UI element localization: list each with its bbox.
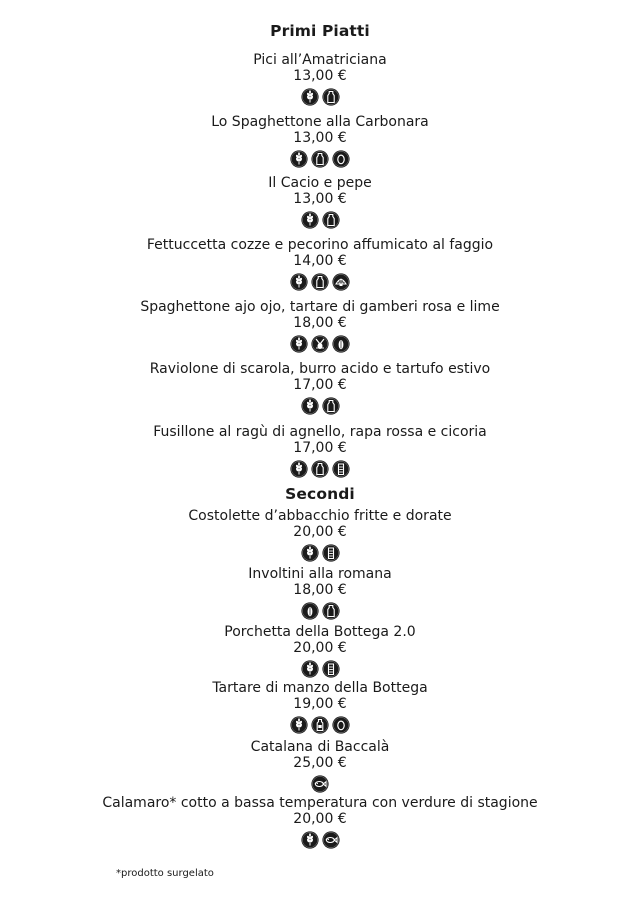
allergen-icons [0, 211, 640, 229]
menu-item [0, 624, 640, 678]
dish-name: Pici all’Amatriciana [253, 52, 387, 68]
dish-name: Fusillone al ragù di agnello, rapa rossa e cicoria [153, 424, 487, 440]
dish-price: 14,00 € [293, 253, 347, 269]
menu-item [0, 508, 640, 562]
dish-name: Calamaro* cotto a bassa temperatura con verdure di stagione [102, 795, 538, 811]
gluten-icon [290, 273, 308, 291]
fish-icon [322, 831, 340, 849]
fish-icon [311, 775, 329, 793]
allergen-icons [0, 88, 640, 106]
section-title: Secondi [285, 485, 355, 503]
menu-item [0, 237, 640, 291]
milk-icon [311, 150, 329, 168]
menu-item [0, 361, 640, 415]
allergen-icons [0, 716, 640, 734]
gluten-icon [301, 211, 319, 229]
celery-icon [322, 544, 340, 562]
gluten-icon [301, 660, 319, 678]
dish-price: 20,00 € [293, 640, 347, 656]
celery-icon [332, 460, 350, 478]
menu-item [0, 424, 640, 478]
garlic-icon [301, 602, 319, 620]
allergen-icons [0, 544, 640, 562]
dish-price: 18,00 € [293, 582, 347, 598]
menu-item [0, 52, 640, 106]
dish-name: Raviolone di scarola, burro acido e tartufo estivo [149, 361, 491, 377]
frozen-product-footnote: *prodotto surgelato [116, 868, 214, 879]
egg-icon [332, 716, 350, 734]
dish-name: Porchetta della Bottega 2.0 [224, 624, 416, 640]
dish-name: Lo Spaghettone alla Carbonara [211, 114, 429, 130]
gluten-icon [290, 335, 308, 353]
allergen-icons [0, 150, 640, 168]
dish-price: 13,00 € [293, 191, 347, 207]
milk-icon [322, 211, 340, 229]
garlic-icon [332, 335, 350, 353]
allergen-icons [0, 273, 640, 291]
allergen-icons [0, 460, 640, 478]
section-title: Primi Piatti [270, 22, 370, 40]
allergen-icons [0, 775, 640, 793]
dish-name: Involtini alla romana [248, 566, 392, 582]
menu-item [0, 566, 640, 620]
gluten-icon [290, 716, 308, 734]
allergen-icons [0, 397, 640, 415]
dish-name: Fettuccetta cozze e pecorino affumicato al faggio [146, 237, 494, 253]
dish-price: 20,00 € [293, 524, 347, 540]
dish-name: Catalana di Baccalà [250, 739, 390, 755]
menu-item [0, 795, 640, 849]
mustard-icon [311, 716, 329, 734]
menu-item [0, 680, 640, 734]
menu-item [0, 299, 640, 353]
dish-price: 13,00 € [293, 130, 347, 146]
celery-icon [322, 660, 340, 678]
dish-price: 19,00 € [293, 696, 347, 712]
dish-name: Tartare di manzo della Bottega [212, 680, 428, 696]
allergen-icons [0, 602, 640, 620]
allergen-icons [0, 335, 640, 353]
crustacean-icon [311, 335, 329, 353]
allergen-icons [0, 831, 640, 849]
gluten-icon [301, 88, 319, 106]
dish-price: 17,00 € [293, 377, 347, 393]
dish-price: 18,00 € [293, 315, 347, 331]
dish-name: Spaghettone ajo ojo, tartare di gamberi rosa e lime [140, 299, 500, 315]
milk-icon [322, 397, 340, 415]
dish-name: Il Cacio e pepe [268, 175, 372, 191]
egg-icon [332, 150, 350, 168]
menu-item [0, 175, 640, 229]
shellfish-icon [332, 273, 350, 291]
gluten-icon [301, 831, 319, 849]
allergen-icons [0, 660, 640, 678]
dish-price: 25,00 € [293, 755, 347, 771]
menu-item [0, 739, 640, 793]
gluten-icon [301, 544, 319, 562]
gluten-icon [290, 460, 308, 478]
menu-item [0, 114, 640, 168]
gluten-icon [301, 397, 319, 415]
dish-price: 13,00 € [293, 68, 347, 84]
dish-price: 20,00 € [293, 811, 347, 827]
gluten-icon [290, 150, 308, 168]
milk-icon [311, 273, 329, 291]
milk-icon [322, 602, 340, 620]
dish-name: Costolette d’abbacchio fritte e dorate [188, 508, 452, 524]
dish-price: 17,00 € [293, 440, 347, 456]
milk-icon [311, 460, 329, 478]
milk-icon [322, 88, 340, 106]
